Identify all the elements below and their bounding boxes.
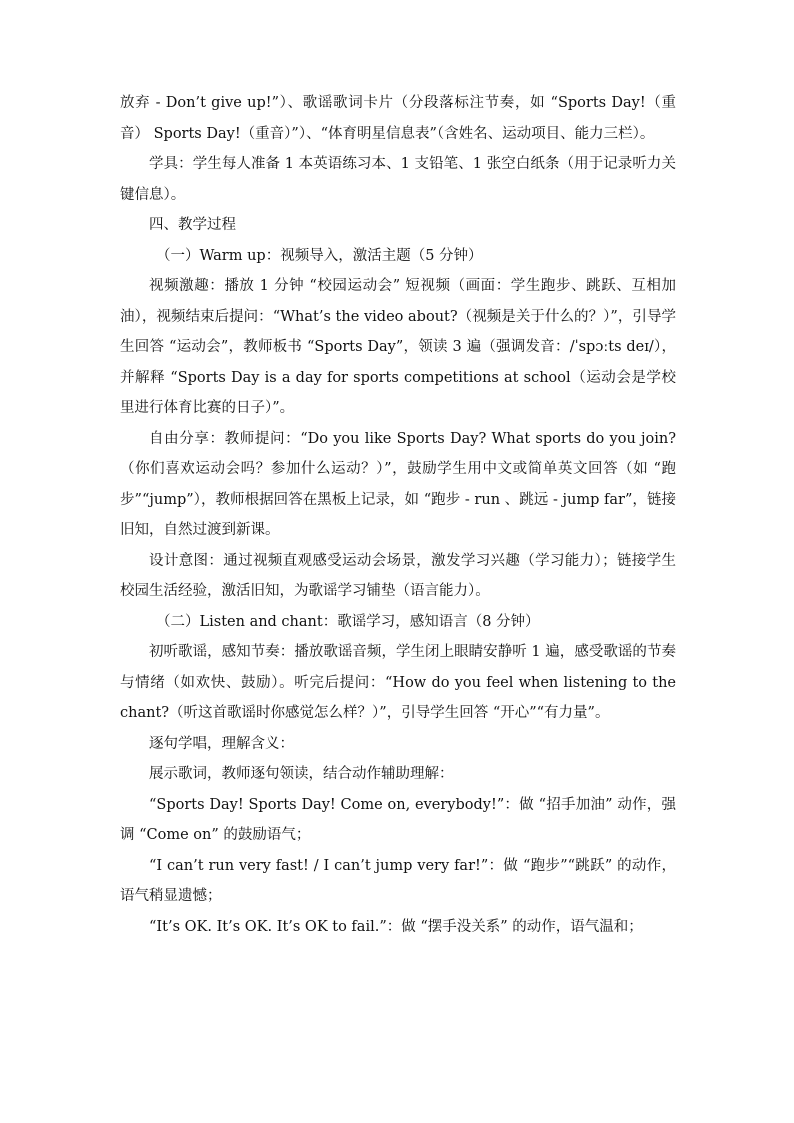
paragraph-lyric-line-1: “Sports Day! Sports Day! Come on, everybody!”：做 “招手加油” 动作，强调 “Come on” 的鼓励语气； bbox=[120, 796, 676, 843]
paragraph-first-listen: 初听歌谣，感知节奏：播放歌谣音频，学生闭上眼睛安静听 1 遍，感受歌谣的节奏与情绪（如欢快、鼓励）。听完后提问：“How do you feel when listening to the chant?（听这首歌谣时你感觉怎么样？）”，引导学生回答 “开心”“有力量”。 bbox=[120, 644, 676, 721]
paragraph-free-sharing: 自由分享：教师提问：“Do you like Sports Day? What sports do you join?（你们喜欢运动会吗？参加什么运动？）”，鼓励学生用中文或简单英文回答（如 “跑步”“jump”），教师根据回答在黑板上记录，如 “跑步 - run 、跳远 - jump far”，链接旧知，自然过渡到新课。 bbox=[120, 430, 676, 538]
section-heading-teaching-process: 四、教学过程 bbox=[149, 217, 236, 233]
document-body bbox=[120, 88, 676, 942]
paragraph-lyric-line-3: “It’s OK. It’s OK. It’s OK to fail.”：做 “摆手没关系” 的动作，语气温和； bbox=[149, 918, 643, 935]
subsection-heading-listen-and-chant: （二）Listen and chant：歌谣学习，感知语言（8 分钟） bbox=[156, 613, 540, 630]
subsection-heading-warm-up: （一）Warm up：视频导入，激活主题（5 分钟） bbox=[156, 247, 483, 264]
paragraph-lyric-line-2: “I can’t run very fast! / I can’t jump very far!”：做 “跑步”“跳跃” 的动作，语气稍显遗憾； bbox=[120, 857, 676, 904]
paragraph-video-intro: 视频激趣：播放 1 分钟 “校园运动会” 短视频（画面：学生跑步、跳跃、互相加油），视频结束后提问：“What’s the video about?（视频是关于什么的？）”，引导学生回答 “运动会”，教师板书 “Sports Day”，领读 3 遍（强调发音：/ˈspɔːts deɪ/），并解释 “Sports Day is a day for sports competitions at school（运动会是学校里进行体育比赛的日子）”。 bbox=[120, 278, 676, 416]
paragraph-show-lyrics: 展示歌词，教师逐句领读，结合动作辅助理解： bbox=[149, 766, 454, 782]
paragraph-student-materials: 学具：学生每人准备 1 本英语练习本、1 支铅笔、1 张空白纸条（用于记录听力关键信息）。 bbox=[120, 156, 676, 203]
paragraph-design-intent: 设计意图：通过视频直观感受运动会场景，激发学习兴趣（学习能力）；链接学生校园生活经验，激活旧知，为歌谣学习铺垫（语言能力）。 bbox=[120, 552, 676, 599]
paragraph-line-by-line-heading: 逐句学唱，理解含义： bbox=[149, 735, 294, 752]
paragraph-teaching-aids-continued: 放弃 - Don’t give up!”）、歌谣歌词卡片（分段落标注节奏，如 “Sports Day!（重音） Sports Day!（重音）”）、“体育明星信息表”（含姓名、运动项目、能力三栏）。 bbox=[120, 95, 676, 142]
